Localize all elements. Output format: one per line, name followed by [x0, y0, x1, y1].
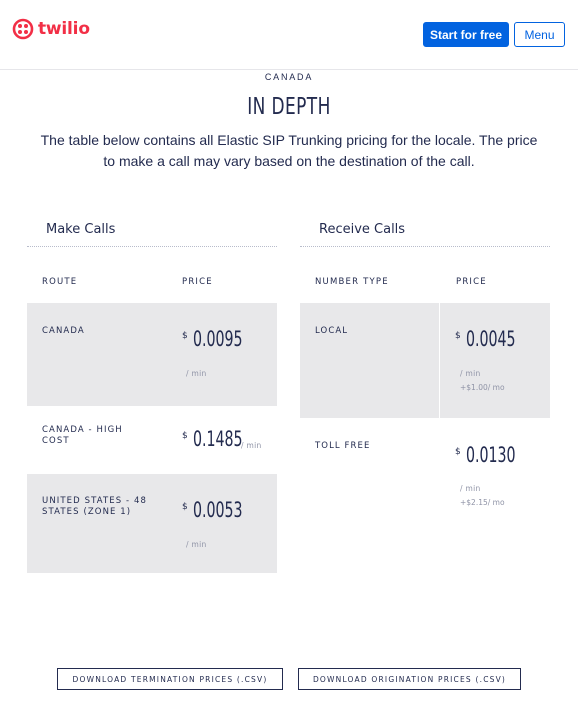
- table-row: [300, 303, 550, 418]
- receive-calls-divider: [300, 246, 550, 247]
- receive-calls-title: Receive Calls: [319, 222, 406, 237]
- number-type-name: LOCAL: [315, 326, 349, 336]
- download-termination-prices-button[interactable]: DOWNLOAD TERMINATION PRICES (.CSV): [57, 668, 283, 690]
- currency-symbol: $: [182, 331, 188, 341]
- country-eyebrow: CANADA: [264, 72, 314, 82]
- route-name: CANADA: [42, 326, 85, 336]
- table-row: [27, 303, 277, 406]
- column-separator: [439, 303, 440, 418]
- start-for-free-button[interactable]: Start for free: [423, 22, 509, 47]
- currency-symbol: $: [455, 447, 461, 457]
- currency-symbol: $: [455, 331, 461, 341]
- price-amount: 0.0045: [465, 327, 516, 351]
- number-type-column-header: NUMBER TYPE: [315, 277, 389, 287]
- price-amount: 0.0095: [192, 327, 243, 351]
- route-name: UNITED STATES - 48 STATES (ZONE 1): [42, 496, 148, 517]
- price-amount: 0.1485: [192, 427, 243, 451]
- page-title: IN DEPTH: [247, 94, 331, 120]
- receive-price-column-header: PRICE: [456, 277, 487, 287]
- make-price-column-header: PRICE: [182, 277, 213, 287]
- intro-text: The table below contains all Elastic SIP Trunking pricing for the locale. The price to make a call may vary based on the destination of the call.: [40, 132, 538, 169]
- price-unit: / min: [186, 369, 207, 378]
- number-type-name: TOLL FREE: [315, 441, 371, 451]
- price-amount: 0.0130: [465, 443, 516, 467]
- table-row: [27, 406, 277, 474]
- menu-button[interactable]: Menu: [514, 22, 565, 47]
- download-origination-prices-button[interactable]: DOWNLOAD ORIGINATION PRICES (.CSV): [298, 668, 521, 690]
- top-navigation-bar: [0, 0, 578, 70]
- currency-symbol: $: [182, 431, 188, 441]
- table-row: [300, 418, 550, 518]
- route-column-header: ROUTE: [42, 277, 78, 287]
- twilio-circle-logo-icon: [12, 18, 34, 40]
- twilio-logo[interactable]: [12, 18, 90, 40]
- price-unit: / min: [241, 441, 262, 450]
- monthly-fee: +$2.15/ mo: [460, 498, 505, 507]
- table-row: [27, 474, 277, 573]
- route-price: [182, 498, 259, 522]
- price-unit: / min: [460, 484, 481, 493]
- price-unit: / min: [186, 540, 207, 549]
- number-price: [455, 443, 532, 467]
- route-price: [182, 327, 259, 351]
- monthly-fee: +$1.00/ mo: [460, 383, 505, 392]
- route-name: CANADA - HIGH COST: [42, 425, 123, 446]
- number-price: [455, 327, 532, 351]
- make-calls-title: Make Calls: [46, 222, 116, 237]
- price-unit: / min: [460, 369, 481, 378]
- brand-name: twilio: [38, 19, 90, 39]
- currency-symbol: $: [182, 502, 188, 512]
- make-calls-divider: [27, 246, 277, 247]
- price-amount: 0.0053: [192, 498, 243, 522]
